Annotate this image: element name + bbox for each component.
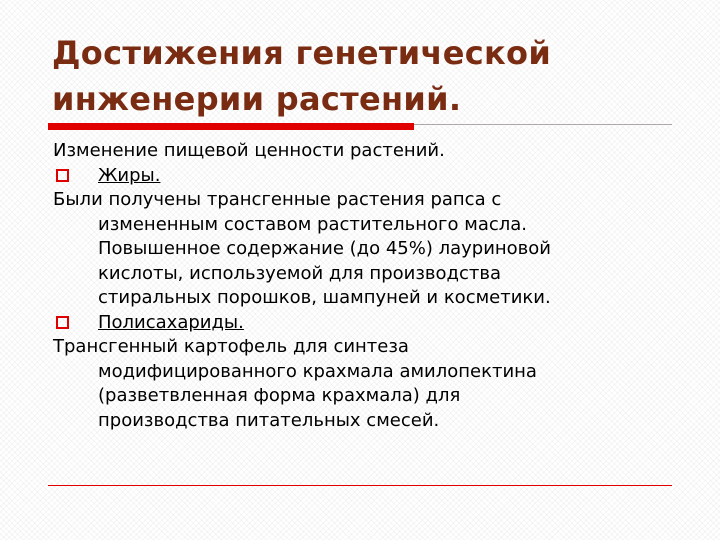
fats-paragraph-line-4: кислоты, используемой для производства xyxy=(98,262,501,284)
footer-divider xyxy=(48,485,672,486)
polysaccharides-paragraph-line-4: производства питательных смесей. xyxy=(98,409,440,431)
bullet-item-fats xyxy=(53,164,693,189)
polysaccharides-paragraph xyxy=(53,335,693,433)
polysaccharides-paragraph-line-3: (разветвленная форма крахмала) для xyxy=(98,385,461,406)
slide-body xyxy=(53,139,693,433)
fats-paragraph-line-5: стиральных порошков, шампуней и косметики. xyxy=(98,287,551,308)
fats-paragraph xyxy=(53,188,693,311)
hollow-square-bullet-icon xyxy=(56,316,69,329)
polysaccharides-paragraph-line-2: модифицированного крахмала амилопектина xyxy=(98,360,537,382)
slide-title-line-2: инженерии растений. xyxy=(52,80,462,118)
polysaccharides-paragraph-line-1: Трансгенный картофель для синтеза xyxy=(53,336,409,357)
fats-paragraph-line-2: измененным составом растительного масла. xyxy=(98,213,528,235)
slide-title-line-1: Достижения генетической xyxy=(52,34,552,72)
fats-paragraph-line-3: Повышенное содержание (до 45%) лауриновой xyxy=(98,238,551,259)
title-underline-accent xyxy=(48,123,414,130)
bullet-label-polysaccharides: Полисахариды. xyxy=(98,311,244,333)
fats-paragraph-line-1: Были получены трансгенные растения рапса с xyxy=(53,189,502,210)
hollow-square-bullet-icon xyxy=(56,169,69,182)
bullet-label-fats: Жиры. xyxy=(98,164,161,186)
intro-text: Изменение пищевой ценности растений. xyxy=(53,140,445,161)
slide-title xyxy=(52,30,692,122)
title-underline-thin xyxy=(414,124,672,125)
bullet-item-polysaccharides xyxy=(53,311,693,336)
